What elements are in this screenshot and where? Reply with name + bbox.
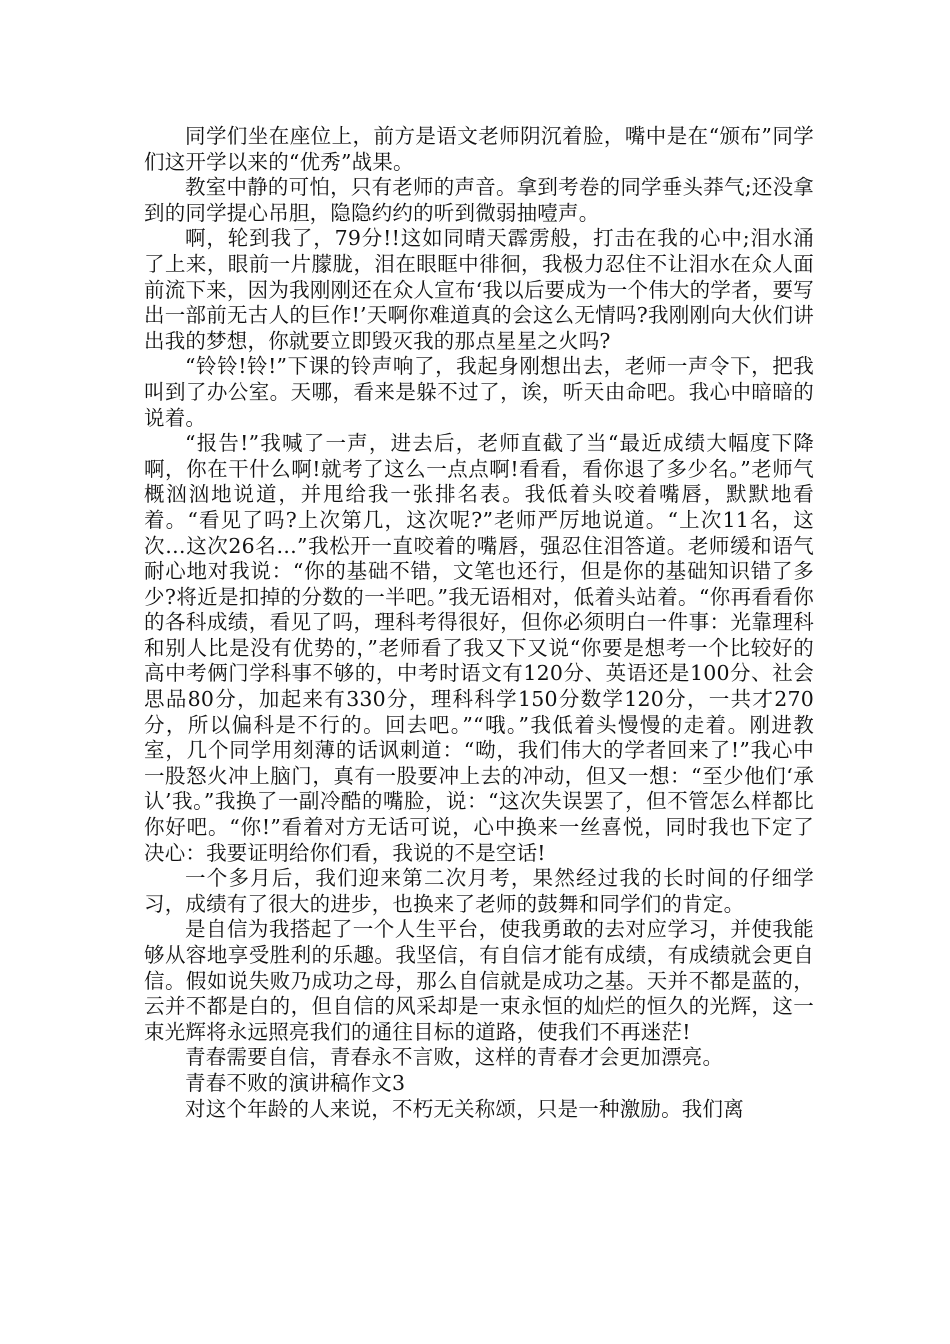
paragraph-1: 同学们坐在座位上，前方是语文老师阴沉着脸，嘴中是在“颁布”同学们这开学以来的“优秀”战果。 [144, 124, 814, 174]
paragraph-3: 啊，轮到我了，79分!!这如同晴天霹雳般，打击在我的心中;泪水涌了上来，眼前一片朦胧，泪在眼眶中徘徊，我极力忍住不让泪水在众人面前流下来，因为我刚刚还在众人宣布‘我以后要成为一个伟大的学者，要写出一部前无古人的巨作!’天啊你难道真的会这么无情吗?我刚刚向大伙们讲出我的梦想，你就要立即毁灭我的那点星星之火吗? [144, 226, 814, 353]
paragraph-2: 教室中静的可怕，只有老师的声音。拿到考卷的同学垂头莽气;还没拿到的同学提心吊胆，隐隐约约的听到微弱抽噎声。 [144, 175, 814, 225]
section-heading: 青春不败的演讲稿作文3 [185, 1070, 406, 1095]
document-body [144, 124, 814, 1122]
paragraph-9: 对这个年龄的人来说，不朽无关称颂，只是一种激励。我们离 [185, 1096, 744, 1121]
paragraph-5: “报告!”我喊了一声，进去后，老师直截了当“最近成绩大幅度下降啊，你在干什么啊!就考了这么一点点啊!看看，看你退了多少名。”老师气概汹汹地说道，并甩给我一张排名表。我低着头咬着嘴唇，默默地看着。“看见了吗?上次第几，这次呢?”老师严厉地说道。“上次11名，这次…这次26名…”我松开一直咬着的嘴唇，强忍住泪答道。老师缓和语气耐心地对我说：“你的基础不错，文笔也还行，但是你的基础知识错了多少?将近是扣掉的分数的一半吧。”我无语相对，低着头站着。“你再看看你的各科成绩，看见了吗，理科考得很好，但你必须明白一件事：光靠理科和别人比是没有优势的，”老师看了我又下又说“你要是想考一个比较好的高中考俩门学科事不够的，中考时语文有120分、英语还是100分、社会思品80分，加起来有330分，理科科学150分数学120分，一共才270分，所以偏科是不行的。回去吧。”“哦。”我低着头慢慢的走着。刚进教室，几个同学用刻薄的话讽刺道：“呦，我们伟大的学者回来了!”我心中一股怒火冲上脑门，真有一股要冲上去的冲动，但又一想：“至少他们‘承认’我。”我换了一副冷酷的嘴脸，说：“这次失误罢了，但不管怎么样都比你好吧。“你!”看着对方无话可说，心中换来一丝喜悦，同时我也下定了决心：我要证明给你们看，我说的不是空话! [144, 431, 814, 865]
paragraph-4: “铃铃!铃!”下课的铃声响了，我起身刚想出去，老师一声令下，把我叫到了办公室。天哪，看来是躲不过了，诶，听天由命吧。我心中暗暗的说着。 [144, 354, 814, 430]
paragraph-6: 一个多月后，我们迎来第二次月考，果然经过我的长时间的仔细学习，成绩有了很大的进步，也换来了老师的鼓舞和同学们的肯定。 [144, 866, 814, 916]
paragraph-8: 青春需要自信，青春永不言败，这样的青春才会更加漂亮。 [185, 1045, 724, 1070]
paragraph-7: 是自信为我搭起了一个人生平台，使我勇敢的去对应学习，并使我能够从容地享受胜利的乐趣。我坚信，有自信才能有成绩，有成绩就会更自信。假如说失败乃成功之母，那么自信就是成功之基。天并不都是蓝的，云并不都是白的，但自信的风采却是一束永恒的灿烂的恒久的光辉，这一束光辉将永远照亮我们的通往目标的道路，使我们不再迷茫! [144, 917, 814, 1044]
